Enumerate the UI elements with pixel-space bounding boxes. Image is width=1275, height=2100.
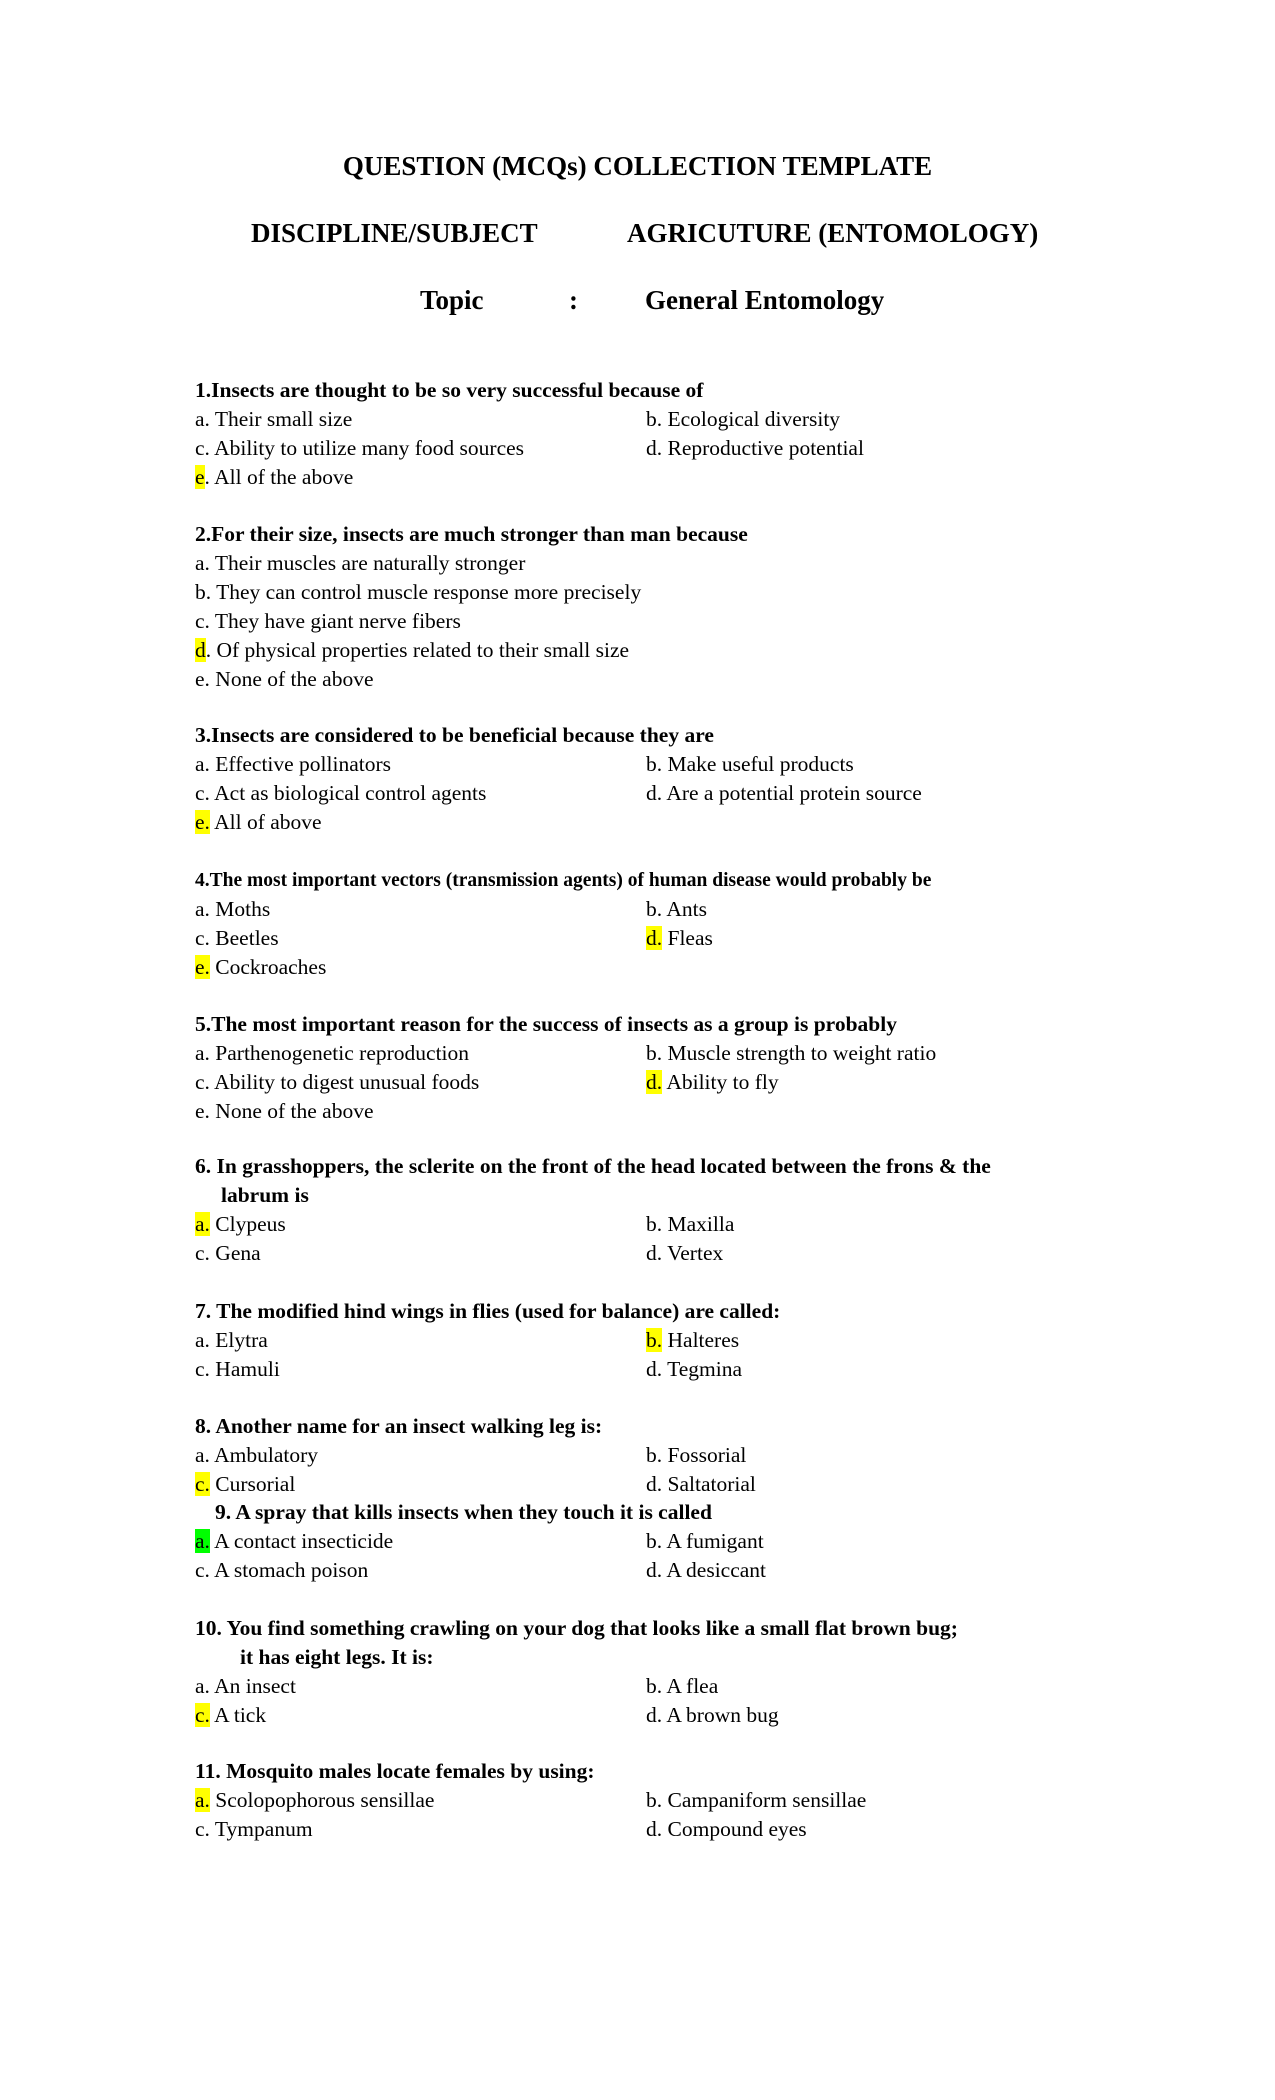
option-text: Saltatorial (667, 1472, 756, 1496)
question-text: 11. Mosquito males locate females by using: (195, 1759, 595, 1783)
option-text: Hamuli (215, 1357, 280, 1381)
question-text: 10. You find something crawling on your dog that looks like a small flat brown bug; (195, 1616, 958, 1640)
answer-option (195, 752, 391, 776)
option-letter: c. (195, 781, 210, 805)
option-text: A fumigant (666, 1529, 764, 1553)
correct-answer-marker: b. (646, 1328, 663, 1352)
option-text: Effective pollinators (215, 752, 392, 776)
option-letter: b. (646, 1788, 663, 1812)
answer-option (646, 1041, 936, 1065)
option-text: Ability to utilize many food sources (214, 436, 525, 460)
option-letter: c. (195, 609, 210, 633)
option-letter: a. (195, 1328, 210, 1352)
answer-option (646, 1070, 779, 1094)
answer-option (195, 1529, 393, 1553)
option-text: Ambulatory (214, 1443, 319, 1467)
option-text: They can control muscle response more precisely (216, 580, 642, 604)
option-letter: b. (646, 1529, 663, 1553)
option-text: Scolopophorous sensillae (215, 1788, 435, 1812)
answer-option (195, 953, 326, 982)
answer-option (195, 665, 374, 694)
correct-answer-marker: d. (646, 926, 663, 950)
answer-option (195, 549, 525, 578)
answer-option (646, 1674, 718, 1698)
option-letter: c. (195, 436, 210, 460)
option-letter: b. (646, 897, 663, 921)
option-letter: c. (195, 1817, 210, 1841)
answer-option (195, 1241, 261, 1265)
answer-option (195, 1443, 318, 1467)
option-letter: b. (195, 580, 212, 604)
option-text: A tick (214, 1703, 267, 1727)
question-text: 5.The most important reason for the success of insects as a group is probably (195, 1012, 897, 1036)
answer-option (195, 1558, 368, 1582)
answer-option (195, 1788, 434, 1812)
option-text: A stomach poison (214, 1558, 369, 1582)
answer-option (195, 1472, 295, 1496)
option-text: A brown bug (666, 1703, 779, 1727)
option-text: None of the above (215, 1099, 374, 1123)
option-letter: a. (195, 1443, 210, 1467)
option-letter: b. (646, 1212, 663, 1236)
option-letter: c. (195, 1241, 210, 1265)
question-block (195, 1757, 1195, 1844)
option-text: Halteres (667, 1328, 740, 1352)
question-text: 3.Insects are considered to be beneficial because they are (195, 723, 714, 747)
answer-option (646, 1241, 723, 1265)
option-text: Fleas (667, 926, 713, 950)
answer-option (195, 407, 352, 431)
option-text: All of the above (214, 465, 354, 489)
question-text: 1.Insects are thought to be so very successful because of (195, 378, 704, 402)
question-text: 9. A spray that kills insects when they touch it is called (215, 1500, 712, 1524)
question-block (195, 1152, 1195, 1268)
question-block (195, 866, 1195, 982)
question-block (195, 1412, 1195, 1499)
answer-option (646, 407, 840, 431)
option-text: Campaniform sensillae (667, 1788, 867, 1812)
option-letter: c. (195, 926, 210, 950)
answer-option (646, 926, 713, 950)
option-text: Elytra (215, 1328, 268, 1352)
question-text: 7. The modified hind wings in flies (used for balance) are called: (195, 1299, 781, 1323)
option-letter: d. (646, 1357, 663, 1381)
option-text: Tympanum (214, 1817, 313, 1841)
option-letter: c. (195, 1558, 210, 1582)
option-text: Make useful products (667, 752, 854, 776)
option-text: They have giant nerve fibers (214, 609, 461, 633)
question-text: 4.The most important vectors (transmission agents) of human disease would probably be (195, 870, 932, 891)
option-letter: d. (646, 1472, 663, 1496)
answer-option (195, 1212, 286, 1236)
question-block (195, 1297, 1195, 1384)
correct-answer-marker: a. (195, 1529, 210, 1553)
option-text: Parthenogenetic reproduction (215, 1041, 470, 1065)
option-letter: d. (646, 1558, 663, 1582)
question-block (195, 520, 1195, 694)
correct-answer-marker: d (195, 638, 206, 662)
answer-option: d. Of physical properties related to their small size (195, 638, 630, 662)
question-block (195, 1498, 1195, 1585)
answer-option (195, 1674, 296, 1698)
option-text: Maxilla (667, 1212, 735, 1236)
answer-option (195, 1328, 268, 1352)
answer-option (646, 1817, 807, 1841)
option-text: An insect (214, 1674, 296, 1698)
answer-option (195, 1817, 313, 1841)
option-text: A desiccant (666, 1558, 767, 1582)
option-text: Tegmina (667, 1357, 743, 1381)
answer-option (646, 1212, 734, 1236)
correct-answer-marker: a. (195, 1788, 210, 1812)
option-letter: c. (195, 1357, 210, 1381)
answer-option (195, 1703, 266, 1727)
answer-option (646, 781, 922, 805)
topic-value: General Entomology (645, 285, 885, 315)
option-letter: b. (646, 1674, 663, 1698)
question-block (195, 376, 1195, 492)
option-text: Compound eyes (667, 1817, 807, 1841)
answer-option (646, 1529, 764, 1553)
option-letter: d. (646, 1817, 663, 1841)
option-text: Vertex (667, 1241, 724, 1265)
option-text: A flea (666, 1674, 719, 1698)
question-block (195, 1010, 1195, 1126)
answer-option (646, 1472, 756, 1496)
answer-option (646, 1788, 866, 1812)
option-text: Ability to digest unusual foods (214, 1070, 480, 1094)
answer-option (646, 897, 707, 921)
option-text: Beetles (215, 926, 279, 950)
answer-option (195, 1041, 469, 1065)
question-text-continued: labrum is (221, 1183, 309, 1207)
option-text: Their small size (214, 407, 353, 431)
correct-answer-marker: e (195, 465, 205, 489)
option-letter: b. (646, 752, 663, 776)
option-letter: a. (195, 551, 210, 575)
correct-answer-marker: d. (646, 1070, 663, 1094)
option-text: Are a potential protein source (666, 781, 922, 805)
answer-option (195, 926, 279, 950)
option-text: Ability to fly (666, 1070, 779, 1094)
option-text: Gena (215, 1241, 261, 1265)
page-title: QUESTION (MCQs) COLLECTION TEMPLATE (342, 151, 933, 181)
option-text: Cockroaches (215, 955, 327, 979)
option-text: Act as biological control agents (214, 781, 487, 805)
correct-answer-marker: a. (195, 1212, 210, 1236)
question-text: 8. Another name for an insect walking leg is: (195, 1414, 603, 1438)
option-letter: b. (646, 407, 663, 431)
option-letter: a. (195, 1041, 210, 1065)
question-text: 6. In grasshoppers, the sclerite on the front of the head located between the frons & the (195, 1154, 991, 1178)
correct-answer-marker: c. (195, 1703, 210, 1727)
option-text: Muscle strength to weight ratio (667, 1041, 937, 1065)
answer-option (195, 436, 524, 460)
correct-answer-marker: e. (195, 955, 210, 979)
topic-label: Topic (420, 285, 484, 315)
option-text: Clypeus (215, 1212, 286, 1236)
option-letter: a. (195, 897, 210, 921)
option-letter: a. (195, 407, 210, 431)
question-block (195, 721, 1195, 837)
option-text: None of the above (215, 667, 374, 691)
option-text: Ecological diversity (667, 407, 841, 431)
answer-option (195, 808, 322, 837)
option-letter: e. (195, 1099, 210, 1123)
correct-answer-marker: e. (195, 810, 210, 834)
answer-option (195, 897, 270, 921)
option-text: All of above (214, 810, 322, 834)
option-letter: d. (646, 1241, 663, 1265)
answer-option (195, 781, 486, 805)
option-letter: a. (195, 752, 210, 776)
option-text: Of physical properties related to their small size (216, 638, 630, 662)
question-text: 2.For their size, insects are much stronger than man because (195, 522, 748, 546)
answer-option (195, 607, 461, 636)
answer-option (195, 1097, 374, 1126)
answer-option (195, 1070, 479, 1094)
option-letter: b. (646, 1041, 663, 1065)
option-letter: e. (195, 667, 210, 691)
option-letter: b. (646, 1443, 663, 1467)
answer-option: e. All of the above (195, 465, 354, 489)
answer-option (646, 1703, 779, 1727)
option-text: Ants (666, 897, 707, 921)
answer-option (646, 752, 854, 776)
option-text: Their muscles are naturally stronger (214, 551, 526, 575)
option-text: Fossorial (667, 1443, 747, 1467)
answer-option (195, 1357, 280, 1381)
option-text: Cursorial (215, 1472, 296, 1496)
answer-option (646, 1558, 766, 1582)
answer-option (646, 436, 864, 460)
option-letter: d. (646, 781, 663, 805)
topic-separator: : (569, 285, 578, 315)
discipline-label: DISCIPLINE/SUBJECT (251, 218, 538, 248)
option-letter: c. (195, 1070, 210, 1094)
option-text: Moths (215, 897, 271, 921)
discipline-value: AGRICUTURE (ENTOMOLOGY) (627, 218, 1039, 248)
answer-option (646, 1328, 739, 1352)
option-text: Reproductive potential (667, 436, 864, 460)
option-text: A contact insecticide (214, 1529, 394, 1553)
correct-answer-marker: c. (195, 1472, 210, 1496)
option-letter: d. (646, 1703, 663, 1727)
answer-option (646, 1443, 746, 1467)
question-block (195, 1614, 1195, 1730)
answer-option (646, 1357, 742, 1381)
question-text-continued: it has eight legs. It is: (240, 1645, 434, 1669)
option-letter: d. (646, 436, 663, 460)
answer-option (195, 578, 641, 607)
option-letter: a. (195, 1674, 210, 1698)
